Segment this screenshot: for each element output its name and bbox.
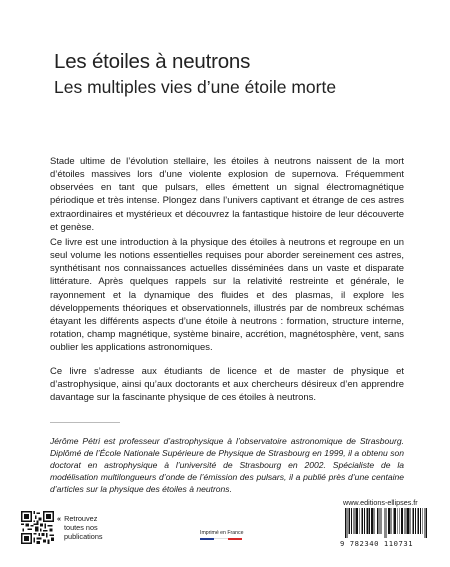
description-paragraph-3: Ce livre s’adresse aux étudiants de licence et de master de physique et d’astrophysique, ainsi qu’aux doctorants et aux chercheurs désireux d’en apprendre davantage sur la fascinante physique de ces étoiles à neutrons. xyxy=(50,366,404,404)
chevron-left-icon: « xyxy=(57,514,62,523)
retrouvez-line-2: toutes nos xyxy=(64,523,98,533)
qr-code-icon[interactable] xyxy=(21,511,54,544)
flag-white xyxy=(214,538,228,541)
retrouvez-line-3: publications xyxy=(64,532,103,542)
author-bio: Jérôme Pétri est professeur d’astrophysique à l’observatoire astronomique de Strasbourg. Diplômé de l’École Nationale Supérieure de Physique de Strasbourg en 1999, il a obtenu son doctorat en astrophysique à l’université de Strasbourg en 2002. Spécialiste de la modélisation multilongueurs d’onde de l’émission des pulsars, il a publié près d’une centaine d’articles sur la physique des étoiles à neutrons. xyxy=(50,436,404,495)
flag-red xyxy=(228,538,242,540)
description-paragraph-1: Stade ultime de l’évolution stellaire, les étoiles à neutrons naissent de la mort d’étoiles massives lors d’une violente explosion de supernova. Fréquemment observées en tant que pulsars, elles émettent un signal électromagnétique périodique et très intense. Plongez dans l’univers captivant et étrange de ces astres extraordinaires et mystérieux et découvrez la fantastique histoire de leur découverte et genèse. xyxy=(50,156,404,233)
book-subtitle: Les multiples vies d’une étoile morte xyxy=(54,77,337,97)
printed-in-france-label: Imprimé en France xyxy=(200,530,244,536)
flag-blue xyxy=(200,538,214,540)
retrouvez-line-1: Retrouvez xyxy=(64,514,98,523)
french-flag-stripe xyxy=(200,538,242,540)
description-paragraph-2: Ce livre est une introduction à la physique des étoiles à neutrons et regroupe en un seul volume les notions essentielles requises pour aborder sereinement ces astres, synthétisant nos connaissances actuelles disséminées dans un vaste et disparate littérature. Après quelques rappels sur la relativité restreinte et générale, le rayonnement et la dynamique des fluides et des plasmas, il explore les développements théoriques et observationnels, illustrés par de nombreux schémas étayant les différents aspects d’une étoile à neutrons : formation, structure interne, rotation, champ magnétique, système binaire, accrétion, magnétosphère, vent, sans oublier les applications astronomiques. xyxy=(50,237,404,354)
isbn-number: 9 782340 110731 xyxy=(340,539,414,548)
publisher-website[interactable]: www.editions-ellipses.fr xyxy=(343,498,418,507)
bio-divider xyxy=(50,422,120,423)
retrouvez-publications-link[interactable] xyxy=(57,514,103,542)
book-title: Les étoiles à neutrons xyxy=(54,50,251,73)
barcode-icon xyxy=(345,508,427,538)
